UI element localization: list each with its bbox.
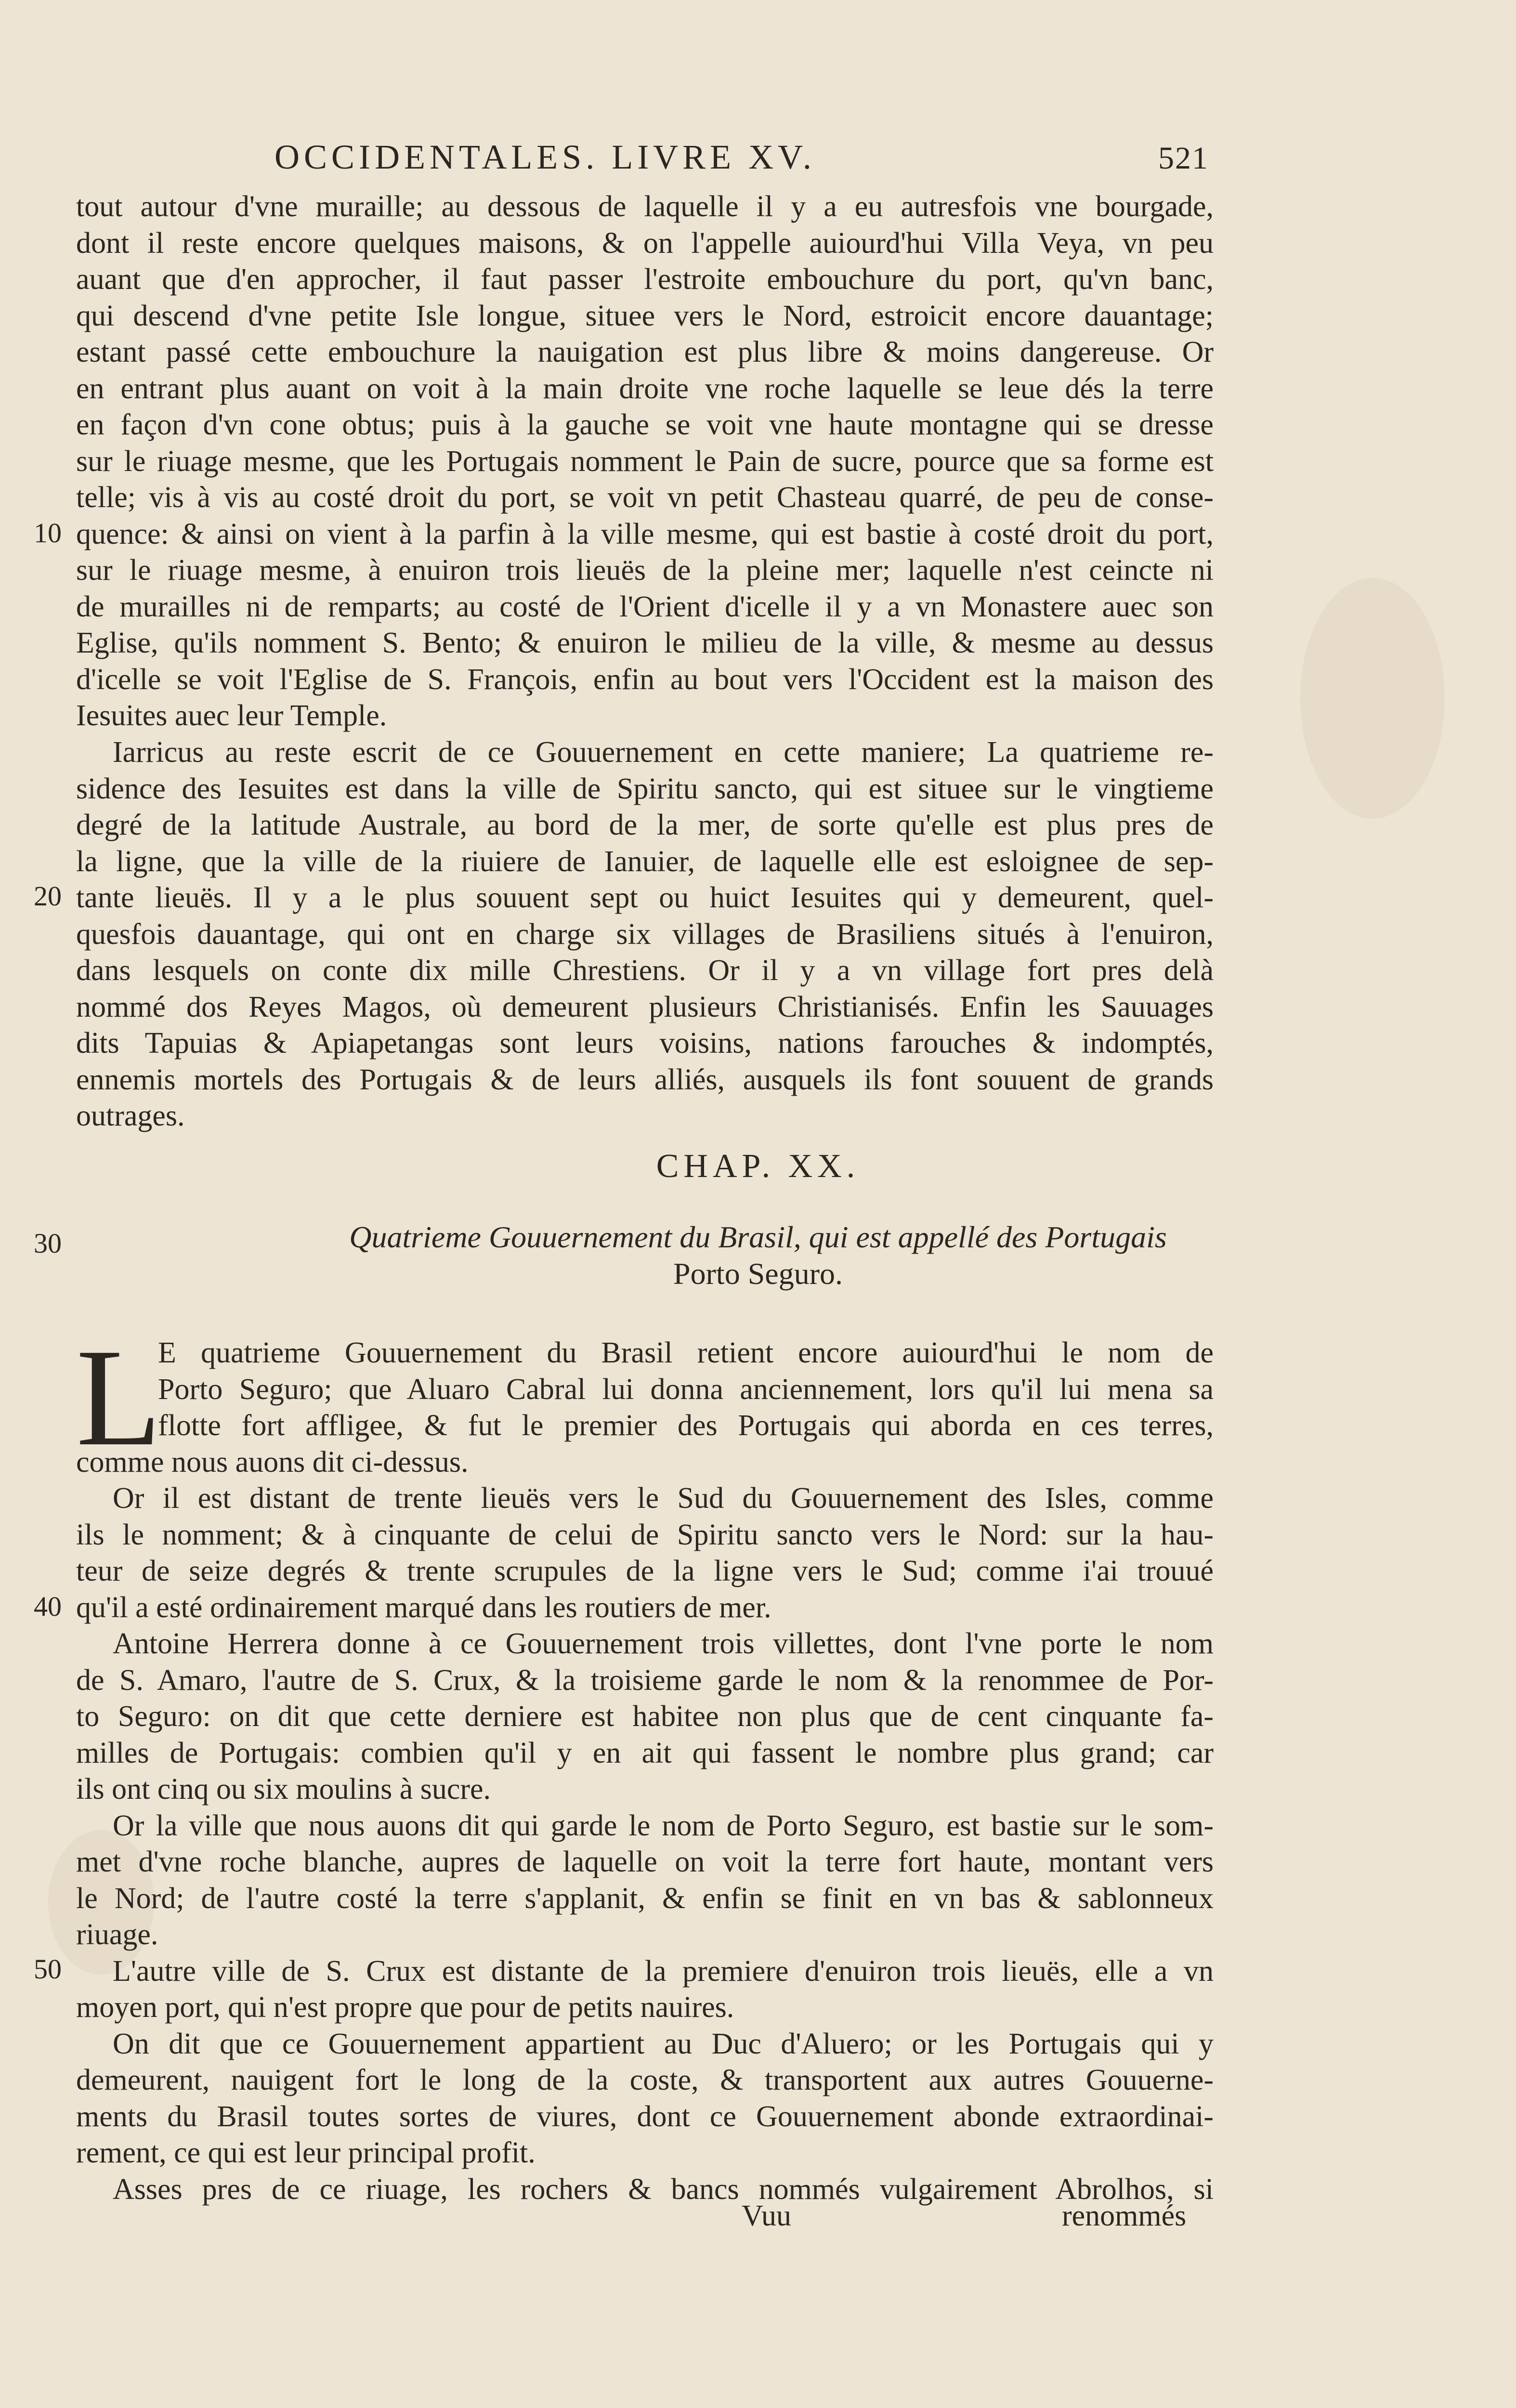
text-line: en entrant plus auant on voit à la main droite vne roche laquelle se leue dés la terre <box>76 372 1214 405</box>
text-line: moyen port, qui n'est propre que pour de petits nauires. <box>76 1991 734 2024</box>
text-line: tout autour d'vne muraille; au dessous de laquelle il y a eu autresfois vne bourgade, <box>76 190 1214 223</box>
paragraph-block-3 <box>76 1320 1214 2208</box>
running-title: OCCIDENTALES. LIVRE XV. <box>274 138 816 176</box>
text-line: On dit que ce Gouuernement appartient au Duc d'Aluero; or les Portugais qui y <box>113 2027 1214 2060</box>
chapter-heading: CHAP. XX. <box>656 1148 860 1185</box>
text-line: teur de seize degrés & trente scrupules de la ligne vers le Sud; comme i'ai trouué <box>76 1555 1214 1587</box>
text-line: quesfois dauantage, qui ont en charge six villages de Brasiliens situés à l'enuiron, <box>76 917 1214 951</box>
text-line: to Seguro: on dit que cette derniere est habitee non plus que de cent cinquante fa- <box>76 1700 1214 1733</box>
text-line: Iesuites auec leur Temple. <box>76 699 387 732</box>
text-line: riuage. <box>76 1918 158 1951</box>
text-line: ments du Brasil toutes sortes de viures, dont ce Gouuernement abonde extraordinai- <box>76 2100 1214 2133</box>
text-line: en façon d'vn cone obtus; puis à la gauche se voit vne haute montagne qui se dresse <box>76 408 1214 441</box>
text-line: met d'vne roche blanche, aupres de laquelle on voit la terre fort haute, montant vers <box>76 1845 1214 1878</box>
catchword: renommés <box>1062 2199 1187 2232</box>
paragraph-block-1 <box>76 189 1214 734</box>
text-line: Or la ville que nous auons dit qui garde le nom de Porto Seguro, est bastie sur le som- <box>113 1809 1214 1842</box>
text-line: sur le riuage mesme, à enuiron trois lieuës de la pleine mer; laquelle n'est ceincte ni <box>76 554 1214 587</box>
text-line: dits Tapuias & Apiapetangas sont leurs voisins, nations farouches & indomptés, <box>76 1027 1214 1060</box>
text-line: ils le nomment; & à cinquante de celui de Spiritu sancto vers le Nord: sur la hau- <box>76 1518 1214 1551</box>
signature-mark: Vuu <box>742 2199 792 2232</box>
text-line: qui descend d'vne petite Isle longue, situee vers le Nord, estroicit encore dauantage; <box>76 299 1214 332</box>
text-line: sidence des Iesuites est dans la ville de Spiritu sancto, qui est situee sur le vingtieme <box>76 772 1214 805</box>
margin-line-number: 10 <box>34 517 62 549</box>
text-line: Asses pres de ce riuage, les rochers & bancs nommés vulgairement Abrolhos, si <box>113 2172 1214 2206</box>
text-line: rement, ce qui est leur principal profit. <box>76 2136 536 2169</box>
text-line: ils ont cinq ou six moulins à sucre. <box>76 1773 491 1806</box>
text-line: flotte fort affligee, & fut le premier des Portugais qui aborda en ces terres, <box>158 1409 1214 1442</box>
text-line: quence: & ainsi on vient à la parfin à la ville mesme, qui est bastie à costé droit du port, <box>76 517 1214 550</box>
text-line: Eglise, qu'ils nomment S. Bento; & enuiron le milieu de la ville, & mesme au dessus <box>76 627 1214 659</box>
text-line: d'icelle se voit l'Eglise de S. François, enfin au bout vers l'Occident est la maison des <box>76 663 1214 696</box>
margin-line-number: 50 <box>34 1953 62 1985</box>
text-line: dans lesquels on conte dix mille Chrestiens. Or il y a vn village fort pres delà <box>76 954 1214 987</box>
text-line: tante lieuës. Il y a le plus souuent sept ou huict Iesuites qui y demeurent, quel- <box>76 881 1214 914</box>
chapter-subtitle-place: Porto Seguro. <box>673 1256 843 1291</box>
text-line: de murailles ni de remparts; au costé de l'Orient d'icelle il y a vn Monastere auec son <box>76 590 1214 623</box>
text-line: dont il reste encore quelques maisons, & on l'appelle auiourd'hui Villa Veya, vn peu <box>76 226 1214 260</box>
text-line: ennemis mortels des Portugais & de leurs alliés, ausquels ils font souuent de grands <box>76 1063 1214 1096</box>
text-line: estant passé cette embouchure la nauigation est plus libre & moins dangereuse. Or <box>76 336 1214 368</box>
text-line: degré de la latitude Australe, au bord de la mer, de sorte qu'elle est plus pres de <box>76 809 1214 841</box>
text-line: E quatrieme Gouuernement du Brasil retient encore auiourd'hui le nom de <box>158 1336 1214 1369</box>
page-number: 521 <box>1158 141 1209 176</box>
text-line: la ligne, que la ville de la riuiere de Ianuier, de laquelle elle est esloignee de sep- <box>76 845 1214 878</box>
margin-line-number: 40 <box>34 1591 62 1622</box>
running-header <box>274 137 1209 177</box>
text-line: auant que d'en approcher, il faut passer l'estroite embouchure du port, qu'vn banc, <box>76 263 1214 296</box>
paragraph-block-2 <box>76 734 1214 1135</box>
text-line: nommé dos Reyes Magos, où demeurent plusieurs Christianisés. Enfin les Sauuages <box>76 990 1214 1023</box>
margin-line-number: 20 <box>34 880 62 912</box>
text-line: outrages. <box>76 1099 185 1132</box>
text-line: Or il est distant de trente lieuës vers le Sud du Gouuernement des Isles, comme <box>113 1482 1214 1515</box>
text-line: L'autre ville de S. Crux est distante de la premiere d'enuiron trois lieuës, elle a vn <box>113 1954 1214 1988</box>
text-line: comme nous auons dit ci-dessus. <box>76 1445 469 1479</box>
text-line: Antoine Herrera donne à ce Gouuernement trois villettes, dont l'vne porte le nom <box>113 1627 1214 1660</box>
margin-line-number: 30 <box>34 1228 62 1259</box>
text-line: milles de Portugais: combien qu'il y en ait qui fassent le nombre plus grand; car <box>76 1736 1214 1769</box>
drop-cap: L <box>76 1320 162 1475</box>
text-line: Iarricus au reste escrit de ce Gouuernement en cette maniere; La quatrieme re- <box>113 736 1214 769</box>
text-line: qu'il a esté ordinairement marqué dans les routiers de mer. <box>76 1591 771 1624</box>
text-line: demeurent, nauigent fort le long de la coste, & transportent aux autres Gouuerne- <box>76 2064 1214 2096</box>
text-line: sur le riuage mesme, que les Portugais nomment le Pain de sucre, pource que sa forme est <box>76 445 1214 478</box>
text-line: le Nord; de l'autre costé la terre s'applanit, & enfin se finit en vn bas & sablonneux <box>76 1882 1214 1915</box>
text-line: Porto Seguro; que Aluaro Cabral lui donna anciennement, lors qu'il lui mena sa <box>158 1373 1214 1406</box>
chapter-subtitle: Quatrieme Gouuernement du Brasil, qui est appellé des Portugais <box>349 1220 1167 1254</box>
text-line: telle; vis à vis au costé droit du port, se voit vn petit Chasteau quarré, de peu de conse- <box>76 481 1214 514</box>
paper-stain <box>1300 578 1445 819</box>
text-line: de S. Amaro, l'autre de S. Crux, & la troisieme garde le nom & la renommee de Por- <box>76 1663 1214 1697</box>
